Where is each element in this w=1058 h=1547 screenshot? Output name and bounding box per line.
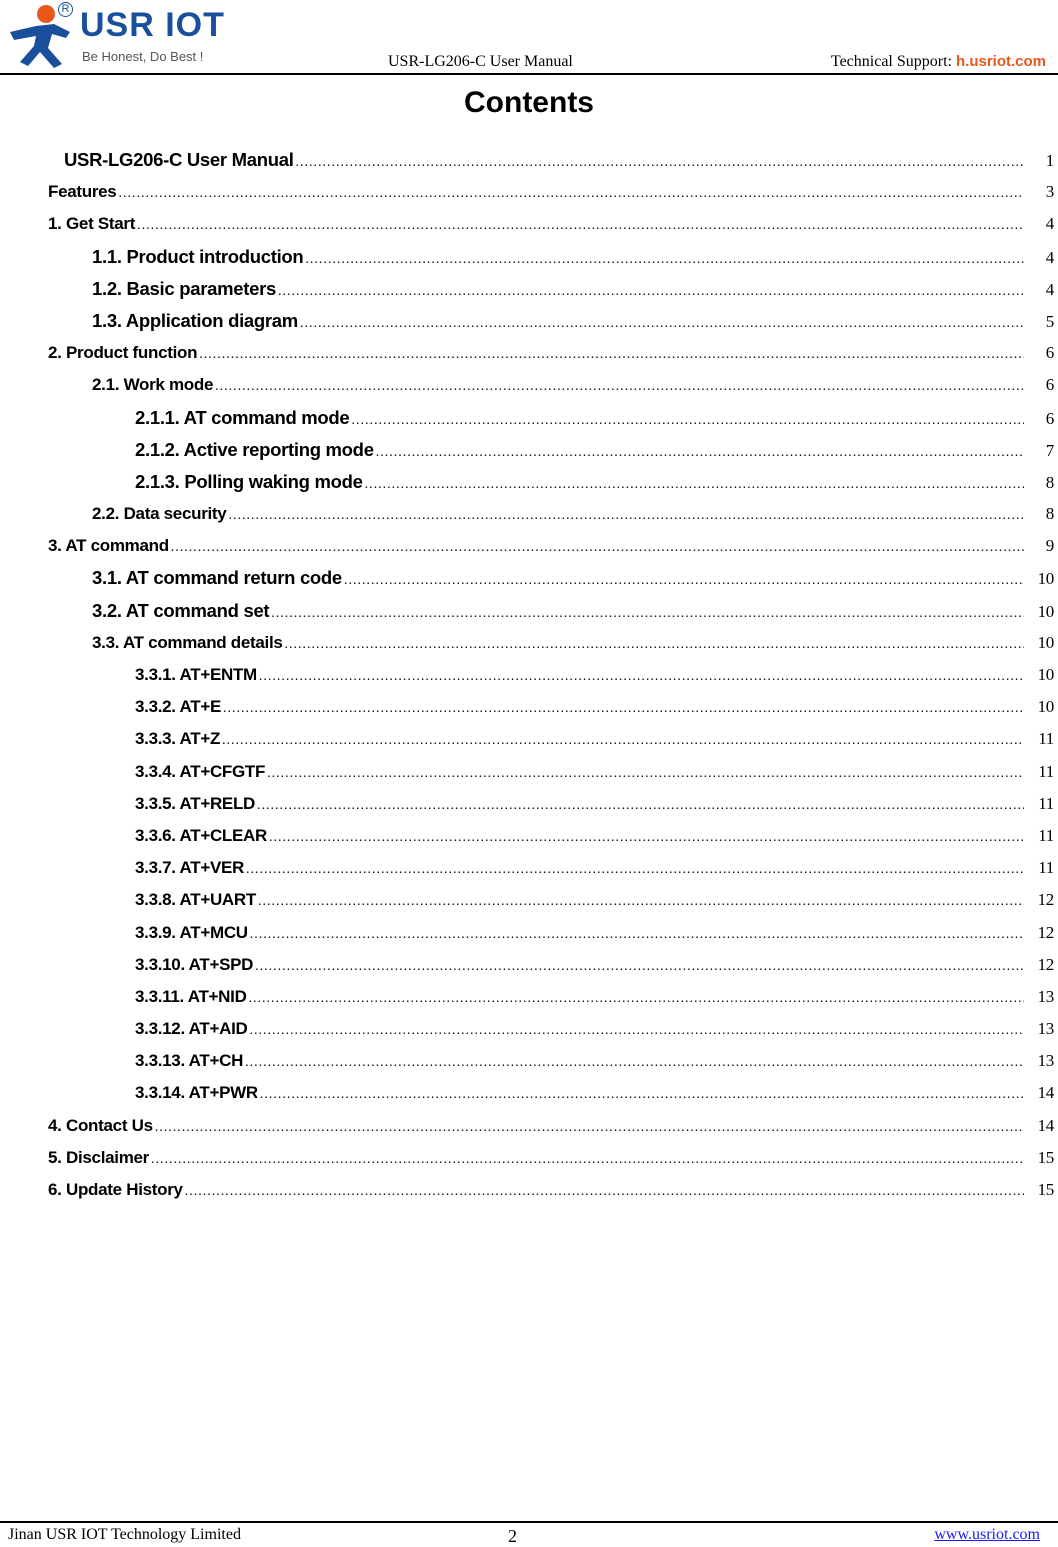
toc-entry-page: 11 — [1038, 761, 1054, 781]
page-header — [0, 0, 1058, 80]
toc-entry-label: 3. AT command — [48, 536, 169, 556]
toc-entry-page: 11 — [1038, 825, 1054, 845]
toc-leader — [221, 693, 1024, 725]
toc-entry-page: 5 — [1045, 311, 1054, 331]
toc-entry[interactable] — [0, 627, 1058, 659]
toc-leader — [294, 147, 1024, 179]
toc-entry-page: 8 — [1045, 472, 1054, 492]
toc-entry-label: 1.1. Product introduction — [92, 245, 304, 267]
toc-leader — [243, 1047, 1024, 1079]
toc-entry[interactable] — [0, 434, 1058, 466]
toc-entry[interactable] — [0, 305, 1058, 337]
toc-leader — [248, 919, 1024, 951]
toc-entry-label: 2.2. Data security — [92, 504, 227, 524]
footer-company: Jinan USR IOT Technology Limited — [8, 1526, 241, 1543]
toc-leader — [298, 308, 1024, 340]
toc-leader — [257, 661, 1024, 693]
toc-entry-page: 12 — [1037, 954, 1054, 974]
toc-entry[interactable] — [0, 949, 1058, 981]
toc-entry-page: 3 — [1045, 182, 1054, 202]
toc-entry[interactable] — [0, 1110, 1058, 1142]
toc-entry-page: 6 — [1045, 375, 1054, 395]
toc-leader — [265, 758, 1024, 790]
toc-leader — [116, 178, 1024, 210]
toc-entry-label: 3.3.12. AT+AID — [135, 1019, 248, 1039]
toc-entry-page: 10 — [1037, 665, 1054, 684]
toc-entry[interactable] — [0, 691, 1058, 723]
toc-leader — [226, 500, 1024, 532]
toc-entry-page: 8 — [1045, 504, 1054, 524]
toc-entry-page: 4 — [1045, 214, 1054, 234]
toc-entry[interactable] — [0, 241, 1058, 273]
toc-entry[interactable] — [0, 1077, 1058, 1109]
toc-entry[interactable] — [0, 659, 1058, 691]
toc-leader — [197, 339, 1024, 371]
toc-entry-label: 2. Product function — [48, 343, 198, 363]
toc-entry[interactable] — [0, 788, 1058, 820]
toc-leader — [256, 886, 1024, 918]
toc-entry-label: 3.3.5. AT+RELD — [135, 793, 256, 813]
toc-entry[interactable] — [0, 562, 1058, 594]
toc-entry-label: 3.3.2. AT+E — [135, 697, 221, 717]
toc-leader — [153, 1112, 1024, 1144]
toc-entry[interactable] — [0, 852, 1058, 884]
toc-leader — [149, 1144, 1024, 1176]
toc-leader — [258, 1079, 1024, 1111]
header-divider — [0, 73, 1058, 75]
toc-entry-label: 5. Disclaimer — [48, 1147, 149, 1167]
toc-entry-label: 3.3. AT command details — [92, 632, 283, 652]
toc-entry-label: 2.1. Work mode — [92, 375, 214, 395]
toc-entry-label: 3.3.1. AT+ENTM — [135, 665, 257, 684]
registered-mark: R — [58, 2, 73, 17]
toc-entry[interactable] — [0, 1013, 1058, 1045]
toc-entry-label: 4. Contact Us — [48, 1115, 153, 1135]
toc-entry-page: 7 — [1045, 440, 1054, 460]
toc-entry-label: 3.3.13. AT+CH — [135, 1051, 244, 1071]
toc-entry-label: 3.3.7. AT+VER — [135, 858, 245, 878]
toc-entry-page: 13 — [1037, 1019, 1054, 1039]
toc-leader — [220, 725, 1024, 757]
toc-entry-page: 10 — [1037, 569, 1054, 589]
toc-leader — [363, 469, 1024, 501]
toc-leader — [169, 532, 1024, 564]
toc-entry-label: 3.3.4. AT+CFGTF — [135, 761, 266, 781]
toc-entry[interactable] — [0, 595, 1058, 627]
toc-entry[interactable] — [0, 208, 1058, 240]
toc-entry-label: 3.3.9. AT+MCU — [135, 922, 248, 942]
toc-leader — [267, 822, 1024, 854]
toc-entry[interactable] — [0, 369, 1058, 401]
toc-entry-page: 10 — [1037, 632, 1054, 652]
page-number: 2 — [508, 1526, 517, 1546]
toc-entry-page: 6 — [1045, 408, 1054, 428]
toc-entry-label: 3.3.10. AT+SPD — [135, 954, 254, 974]
toc-entry[interactable] — [0, 981, 1058, 1013]
toc-leader — [135, 210, 1024, 242]
toc-leader — [342, 565, 1024, 597]
toc-entry-page: 13 — [1037, 1051, 1054, 1071]
toc-entry-page: 15 — [1037, 1147, 1054, 1167]
technical-support — [831, 53, 1046, 71]
toc-entry-label: 1. Get Start — [48, 214, 136, 234]
toc-entry-page: 9 — [1045, 536, 1054, 556]
brand-logo — [6, 2, 236, 70]
toc-entry-label: 3.3.3. AT+Z — [135, 729, 221, 749]
toc-entry-page: 11 — [1038, 729, 1054, 749]
toc-entry[interactable] — [0, 756, 1058, 788]
toc-entry-page: 13 — [1037, 986, 1054, 1006]
toc-entry-label: 2.1.2. Active reporting mode — [135, 438, 374, 460]
toc-entry[interactable] — [0, 917, 1058, 949]
toc-entry-page: 11 — [1038, 858, 1054, 878]
toc-entry-label: Features — [48, 182, 117, 202]
toc-entry-page: 10 — [1037, 697, 1054, 717]
toc-entry[interactable] — [0, 402, 1058, 434]
toc-entry-label: USR-LG206-C User Manual — [64, 149, 294, 170]
toc-entry-page: 6 — [1045, 343, 1054, 363]
toc-entry-label: 3.2. AT command set — [92, 599, 270, 621]
toc-leader — [247, 1015, 1024, 1047]
toc-entry-page: 14 — [1037, 1115, 1054, 1135]
toc-entry[interactable] — [0, 176, 1058, 208]
toc-entry[interactable] — [0, 498, 1058, 530]
brand-name: USR IOT — [80, 6, 225, 44]
toc-entry-label: 3.1. AT command return code — [92, 567, 342, 589]
toc-leader — [276, 276, 1024, 308]
toc-entry[interactable] — [0, 337, 1058, 369]
toc-entry-label: 2.1.1. AT command mode — [135, 406, 350, 428]
support-link[interactable]: h.usriot.com — [955, 53, 1046, 70]
table-of-contents — [0, 144, 1058, 1206]
toc-entry-label: 6. Update History — [48, 1180, 183, 1199]
toc-leader — [374, 437, 1024, 469]
toc-entry-label: 2.1.3. Polling waking mode — [135, 470, 363, 492]
toc-entry[interactable] — [0, 273, 1058, 305]
toc-entry-page: 10 — [1037, 601, 1054, 621]
toc-leader — [253, 951, 1024, 983]
toc-leader — [303, 244, 1024, 276]
toc-entry-label: 1.3. Application diagram — [92, 309, 298, 331]
manual-title: USR-LG206-C User Manual — [388, 53, 573, 70]
toc-entry-label: 3.3.14. AT+PWR — [135, 1083, 258, 1103]
footer-divider — [0, 1521, 1058, 1523]
toc-leader — [213, 371, 1024, 403]
toc-leader — [283, 629, 1024, 661]
toc-entry[interactable] — [0, 1142, 1058, 1174]
toc-entry[interactable] — [0, 723, 1058, 755]
toc-entry-label: 3.3.6. AT+CLEAR — [135, 825, 268, 845]
page-title: Contents — [464, 86, 594, 119]
toc-entry[interactable] — [0, 1174, 1058, 1206]
toc-leader — [244, 854, 1024, 886]
toc-entry[interactable] — [0, 144, 1058, 176]
toc-entry[interactable] — [0, 884, 1058, 916]
toc-entry-page: 1 — [1045, 151, 1054, 170]
toc-entry[interactable] — [0, 466, 1058, 498]
toc-entry-page: 15 — [1037, 1180, 1054, 1199]
toc-entry[interactable] — [0, 820, 1058, 852]
support-label: Technical Support: — [830, 53, 952, 70]
toc-entry-page: 11 — [1038, 793, 1054, 813]
toc-entry-page: 12 — [1037, 922, 1054, 942]
toc-leader — [255, 790, 1024, 822]
toc-entry-label: 3.3.8. AT+UART — [135, 890, 256, 910]
toc-entry-label: 1.2. Basic parameters — [92, 277, 276, 299]
toc-leader — [269, 598, 1024, 630]
toc-entry-label: 3.3.11. AT+NID — [135, 986, 247, 1006]
footer-website-link[interactable]: www.usriot.com — [934, 1526, 1040, 1543]
toc-leader — [247, 983, 1024, 1015]
toc-leader — [183, 1176, 1024, 1208]
toc-entry-page: 14 — [1037, 1083, 1054, 1103]
toc-entry-page: 4 — [1045, 247, 1054, 267]
toc-entry-page: 12 — [1037, 890, 1054, 910]
toc-leader — [349, 405, 1024, 437]
toc-entry[interactable] — [0, 530, 1058, 562]
toc-entry-page: 4 — [1045, 279, 1054, 299]
brand-slogan: Be Honest, Do Best ! — [82, 49, 204, 64]
toc-entry[interactable] — [0, 1045, 1058, 1077]
